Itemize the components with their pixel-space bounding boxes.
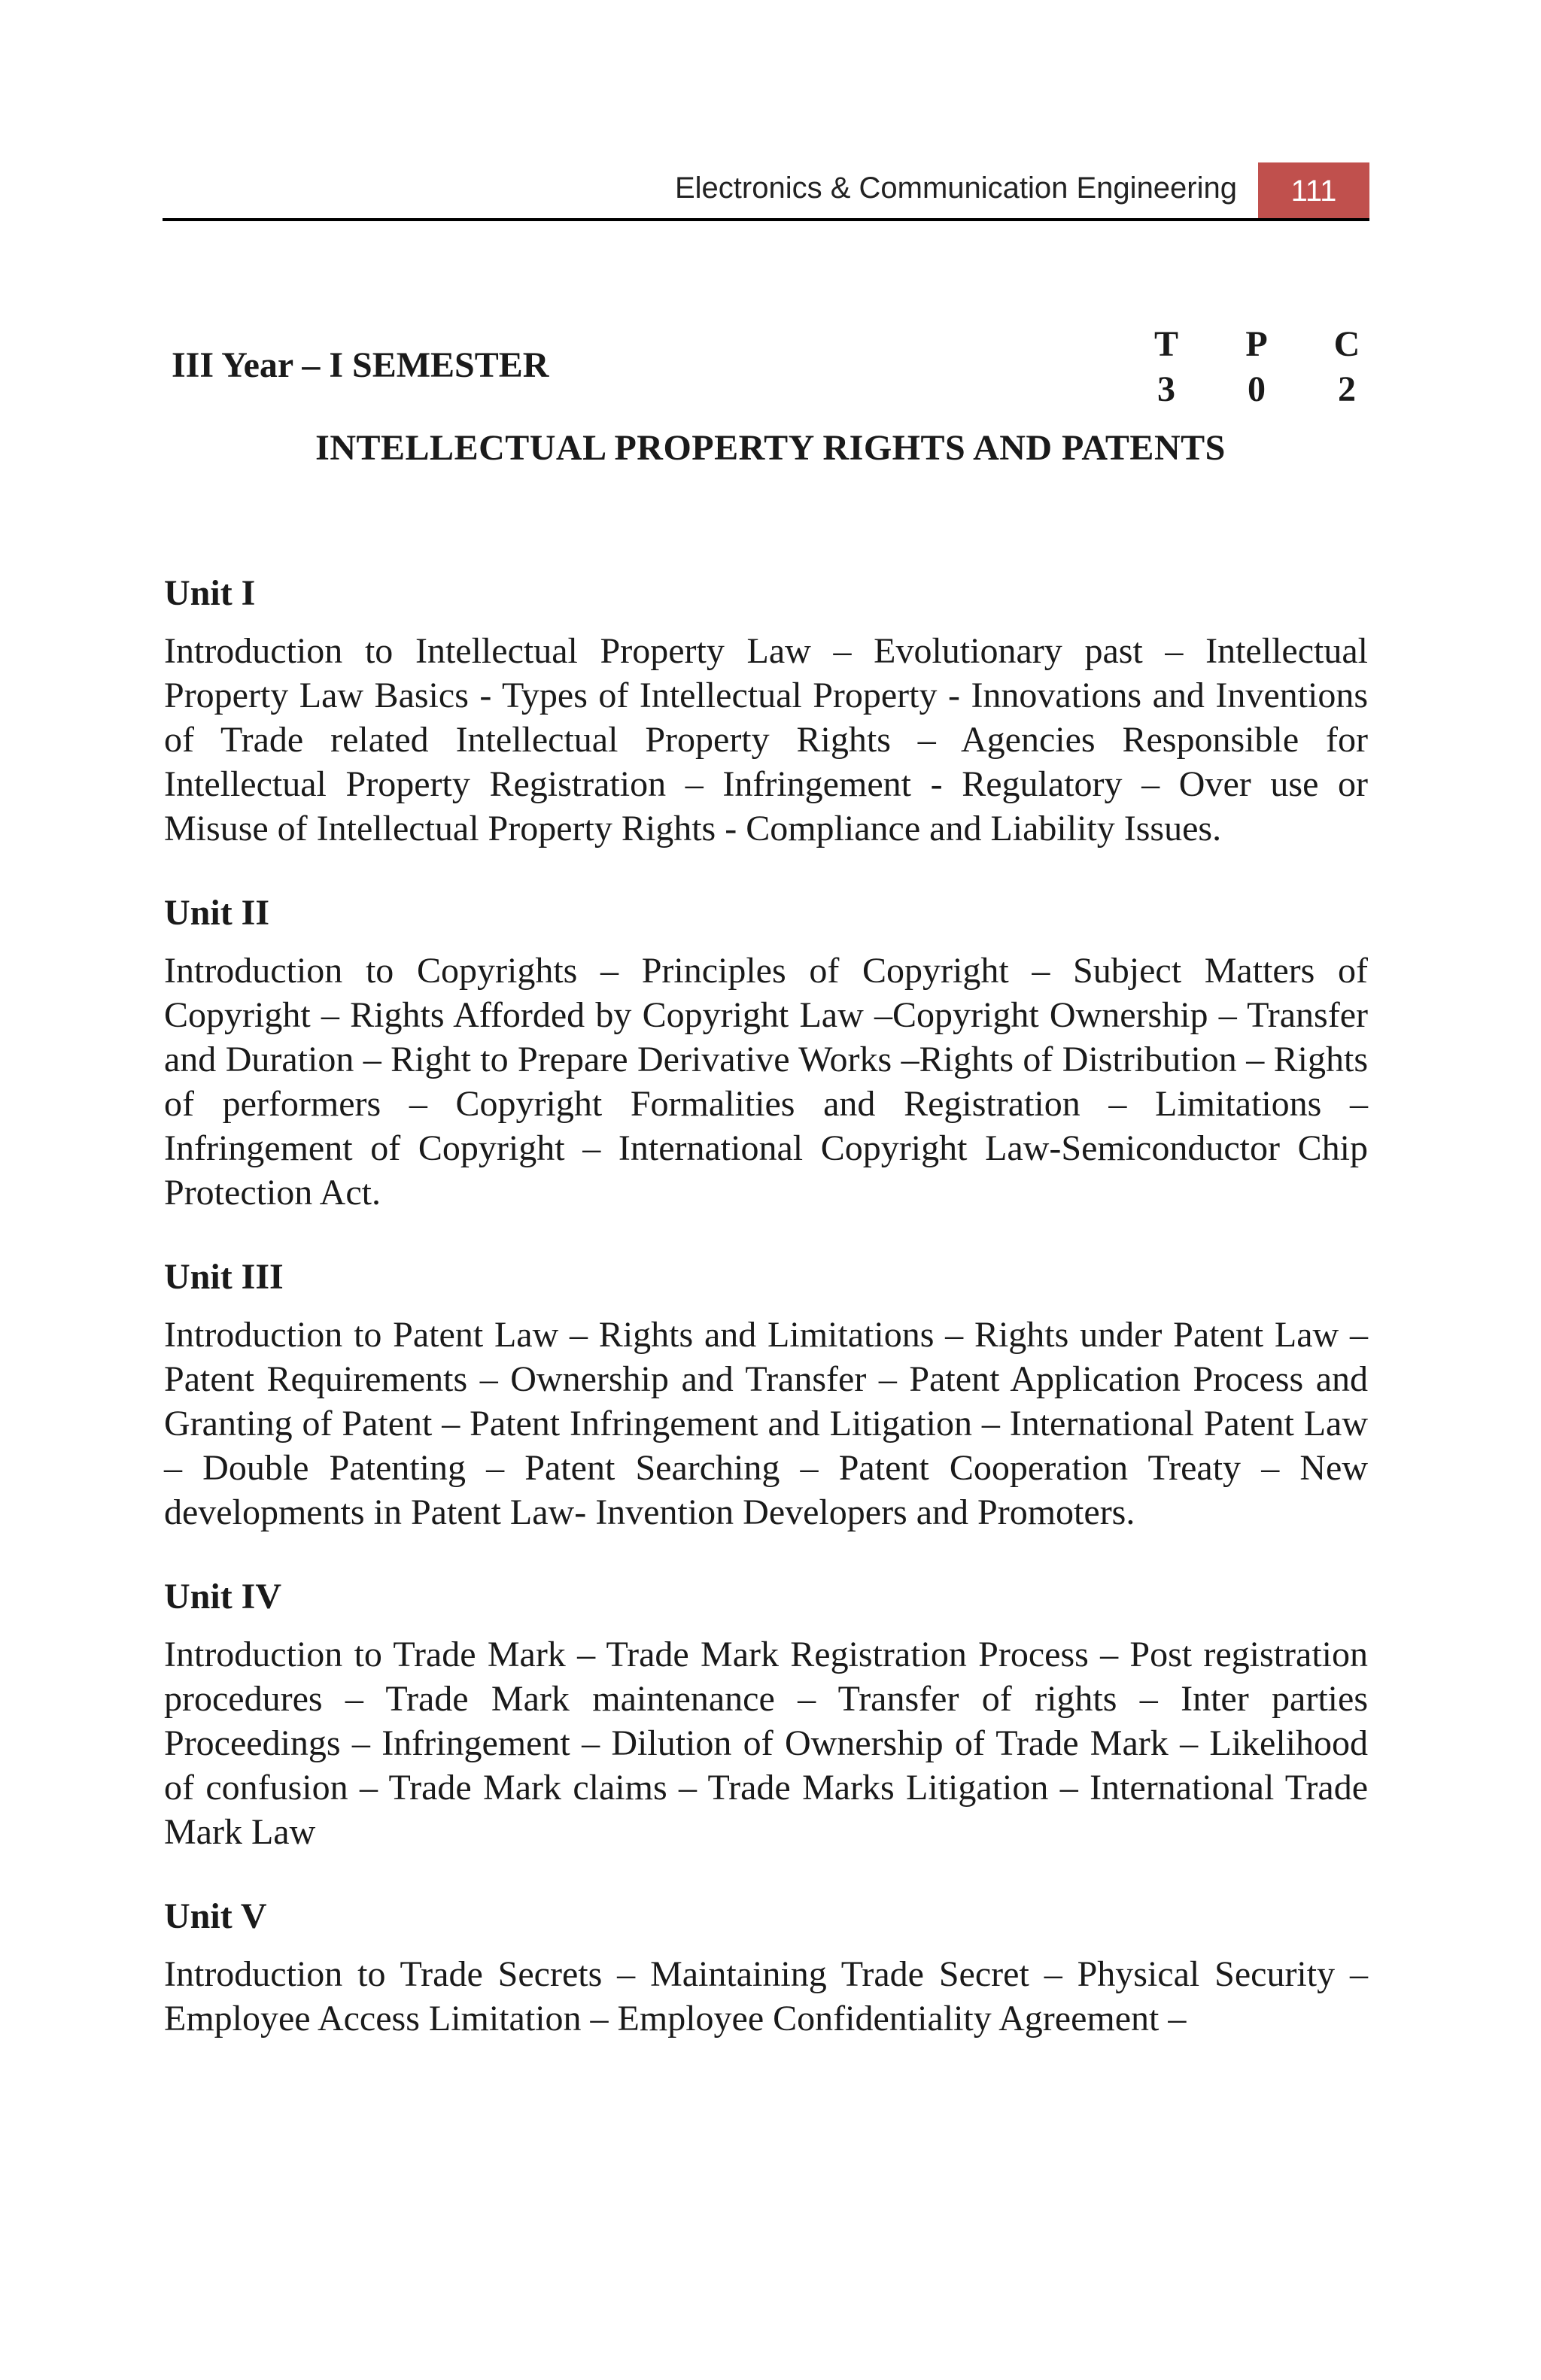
unit-body: Introduction to Trade Mark – Trade Mark Registration Process – Post registration procedures – Trade Mark maintenance – Transfer of rights – Inter parties Proceedings – Infringement – Dilution of Ownership of Trade Mark – Likelihood of confusion – Trade Mark claims – Trade Marks Litigation – International Trade Mark Law <box>164 1635 1368 1852</box>
running-header <box>163 162 1369 220</box>
unit-heading: Unit III <box>164 1257 284 1297</box>
semester-label: III Year – I SEMESTER <box>172 345 549 385</box>
course-title: INTELLECTUAL PROPERTY RIGHTS AND PATENTS <box>315 428 1226 468</box>
unit-5 <box>164 1895 1368 2041</box>
unit-heading: Unit V <box>164 1896 267 1936</box>
credit-value-p: 0 <box>1248 369 1266 409</box>
department-name: Electronics & Communication Engineering <box>674 172 1237 205</box>
unit-1 <box>164 572 1368 851</box>
credits-values-row <box>1144 367 1369 412</box>
credit-value-c: 2 <box>1338 369 1356 409</box>
unit-2 <box>164 891 1368 1215</box>
credit-value-t: 3 <box>1157 369 1175 409</box>
unit-4 <box>164 1575 1368 1854</box>
header-rule <box>163 218 1369 221</box>
credits-table <box>1144 322 1369 412</box>
units-section <box>164 572 1368 2041</box>
unit-heading: Unit IV <box>164 1577 282 1617</box>
credit-label-c: C <box>1333 324 1360 364</box>
unit-body: Introduction to Patent Law – Rights and Limitations – Rights under Patent Law – Patent Requirements – Ownership and Transfer – Patent Application Process and Granting of Patent – Patent Infringement and Litigation – International Patent Law – Double Patenting – Patent Searching – Patent Cooperation Treaty – New developments in Patent Law- Invention Developers and Promoters. <box>164 1315 1368 1532</box>
unit-body: Introduction to Trade Secrets – Maintaining Trade Secret – Physical Security – Employee Access Limitation – Employee Confidentiality Agreement – <box>164 1954 1368 2038</box>
credits-labels-row <box>1144 322 1369 367</box>
unit-body: Introduction to Intellectual Property Law – Evolutionary past – Intellectual Property Law Basics - Types of Intellectual Property - Innovations and Inventions of Trade related Intellectual Property Rights – Agencies Responsible for Intellectual Property Registration – Infringement - Regulatory – Over use or Misuse of Intellectual Property Rights - Compliance and Liability Issues. <box>164 631 1368 848</box>
page-number-badge: 111 <box>1258 162 1369 218</box>
unit-heading: Unit II <box>164 893 270 933</box>
credit-label-t: T <box>1153 324 1178 364</box>
unit-body: Introduction to Copyrights – Principles of Copyright – Subject Matters of Copyright – Rights Afforded by Copyright Law –Copyright Ownership – Transfer and Duration – Right to Prepare Derivative Works –Rights of Distribution – Rights of performers – Copyright Formalities and Registration – Limitations – Infringement of Copyright – International Copyright Law-Semiconductor Chip Protection Act. <box>164 951 1368 1213</box>
unit-3 <box>164 1255 1368 1535</box>
unit-heading: Unit I <box>164 573 256 613</box>
credit-label-p: P <box>1245 324 1268 364</box>
